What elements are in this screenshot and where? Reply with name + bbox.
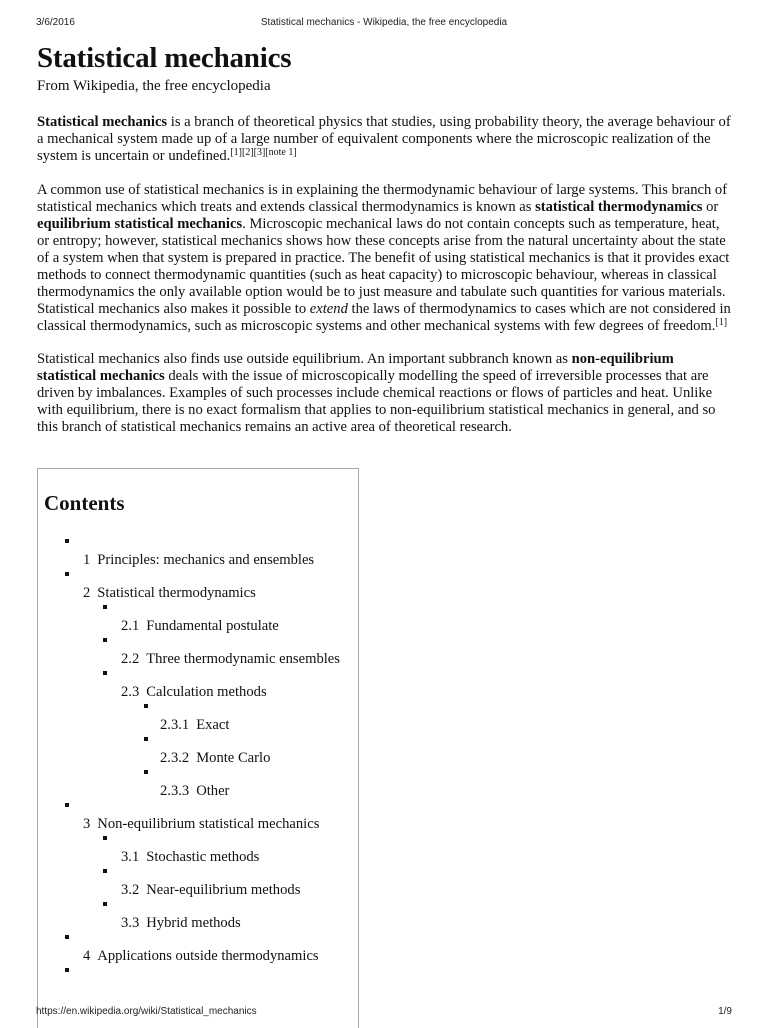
toc-item-number: 2.3.1 (160, 717, 190, 733)
paragraph-text: A common use of statistical mechanics is in explaining the thermodynamic behaviour of large systems. This branch of statistical mechanics which treats and extends classical thermodynamics is known as (37, 182, 728, 215)
paragraph-text: deals with the issue of microscopically modelling the speed of irreversible processes that are driven by imbalances. Examples of such processes include chemical reactions or flows of particles and heat. Unlike with equilibrium, there is no exact formalism that applies to non-equilibrium statistical mechanics in general, and so this branch of statistical mechanics remains an active area of theoretical research. (37, 368, 716, 435)
toc-item[interactable] (160, 717, 229, 734)
toc-item-label: Statistical thermodynamics (97, 585, 256, 601)
print-url: https://en.wikipedia.org/wiki/Statistical_mechanics (36, 1006, 257, 1017)
bullet-icon (144, 737, 148, 741)
toc-item-number: 2.3.2 (160, 750, 190, 766)
bullet-icon (65, 539, 69, 543)
toc-item-number: 3.1 (121, 849, 140, 865)
bullet-icon (103, 836, 107, 840)
bullet-icon (144, 770, 148, 774)
paragraph-text: or (702, 199, 719, 215)
bullet-icon (65, 968, 69, 972)
intro-paragraph (37, 114, 732, 165)
toc-item-label: Principles: mechanics and ensembles (97, 552, 315, 568)
paragraph-text: . Microscopic mechanical laws do not contain concepts such as temperature, heat, or entropy; however, statistical mechanics shows how these concepts arise from the natural uncertainty about the state of a system when that system is prepared in practice. The benefit of using statistical mechanics is that it provides exact methods to connect thermodynamic quantities (such as heat capacity) to microscopic behaviour, whereas in classical thermodynamics the only available option would be to just measure and tabulate such quantities for various materials. Statistical mechanics also makes it possible to (37, 216, 730, 317)
paragraph-text: Statistical mechanics also finds use outside equilibrium. An important subbranch known as (37, 351, 572, 367)
toc-item-label: Three thermodynamic ensembles (146, 651, 340, 667)
toc-item-number: 2.1 (121, 618, 140, 634)
print-page-title: Statistical mechanics - Wikipedia, the free encyclopedia (260, 17, 508, 28)
toc-item[interactable] (121, 618, 279, 635)
paragraph-text: the laws of thermodynamics to cases which are not considered in classical thermodynamics, such as microscopic systems and other mechanical systems with few degrees of freedom. (37, 301, 731, 334)
toc-item-number: 4 (83, 948, 91, 964)
paragraph-text: is a branch of theoretical physics that studies, using probability theory, the average behaviour of a mechanical system made up of a large number of equivalent components where the microscopic realization of the system is uncertain or undefined. (37, 114, 731, 164)
bullet-icon (103, 605, 107, 609)
table-of-contents (37, 468, 359, 1028)
bold-term: equilibrium statistical mechanics (37, 216, 243, 232)
article-body (37, 40, 732, 436)
print-date: 3/6/2016 (36, 17, 75, 28)
toc-item[interactable] (121, 915, 241, 932)
toc-item-label: Stochastic methods (146, 849, 260, 865)
print-page-number: 1/9 (718, 1006, 732, 1017)
bullet-icon (65, 803, 69, 807)
bullet-icon (144, 704, 148, 708)
page-subtitle: From Wikipedia, the free encyclopedia (37, 78, 271, 94)
toc-item-number: 3.3 (121, 915, 140, 931)
toc-item[interactable] (121, 882, 300, 899)
bold-term: statistical thermodynamics (535, 199, 703, 215)
bullet-icon (103, 638, 107, 642)
toc-item[interactable] (121, 849, 259, 866)
bullet-icon (65, 572, 69, 576)
toc-item-label: Fundamental postulate (146, 618, 279, 634)
thermodynamics-paragraph (37, 182, 732, 335)
toc-item[interactable] (160, 783, 229, 800)
non-equilibrium-paragraph (37, 351, 732, 436)
toc-item-label: Near-equilibrium methods (146, 882, 301, 898)
bullet-icon (65, 935, 69, 939)
reference-link[interactable]: [1] (715, 317, 728, 328)
toc-item[interactable] (83, 816, 319, 833)
bullet-icon (103, 902, 107, 906)
toc-item-label: Calculation methods (146, 684, 267, 700)
page-title: Statistical mechanics (37, 42, 292, 74)
bullet-icon (103, 671, 107, 675)
toc-item-label: Applications outside thermodynamics (97, 948, 319, 964)
toc-item[interactable] (83, 948, 319, 965)
bullet-icon (103, 869, 107, 873)
reference-link[interactable]: [1][2][3][note 1] (230, 147, 297, 158)
bold-term: Statistical mechanics (37, 114, 168, 130)
toc-item[interactable] (83, 585, 256, 602)
toc-item-number: 2.3 (121, 684, 140, 700)
toc-item-number: 3 (83, 816, 91, 832)
toc-item[interactable] (121, 651, 340, 668)
toc-item-number: 2 (83, 585, 91, 601)
bold-term: non-equilibrium statistical mechanics (37, 351, 674, 384)
toc-item-number: 2.3.3 (160, 783, 190, 799)
toc-item[interactable] (83, 552, 314, 569)
toc-item-label: Hybrid methods (146, 915, 241, 931)
toc-item[interactable] (121, 684, 267, 701)
toc-item-number: 2.2 (121, 651, 140, 667)
toc-item-number: 3.2 (121, 882, 140, 898)
toc-item-label: Non-equilibrium statistical mechanics (97, 816, 320, 832)
toc-item-label: Other (196, 783, 230, 799)
toc-item[interactable] (160, 750, 270, 767)
toc-item-number: 1 (83, 552, 91, 568)
italic-term: extend (309, 301, 348, 317)
toc-heading: Contents (44, 491, 125, 515)
toc-item-label: Monte Carlo (196, 750, 271, 766)
toc-item-label: Exact (196, 717, 230, 733)
